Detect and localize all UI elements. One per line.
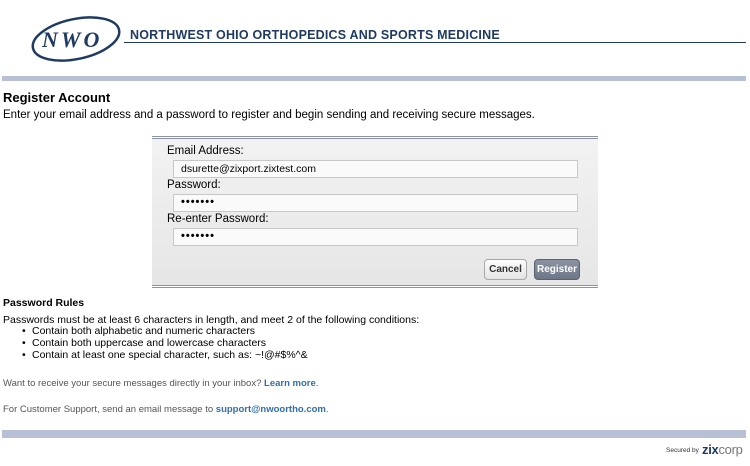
email-field[interactable]: dsurette@zixport.zixtest.com [173,160,578,178]
support-email-link[interactable]: support@nwoortho.com [215,404,326,415]
list-item: • Contain at least one special character, such as: ~!@#$%^& [22,349,308,361]
brand-name: NORTHWEST OHIO ORTHOPEDICS AND SPORTS MEDICINE [130,28,500,42]
support-message: For Customer Support, send an email message to support@nwoortho.com. [3,404,329,415]
password-rules-list [3,325,308,361]
page-subtitle: Enter your email address and a password to register and begin sending and receiving secure messages. [3,109,535,121]
list-item: • Contain both alphabetic and numeric characters [22,325,255,337]
reenter-password-label: Re-enter Password: [167,213,269,225]
top-bar [2,76,746,81]
password-field[interactable]: ••••••• [173,194,578,212]
inbox-message: Want to receive your secure messages directly in your inbox? Learn more. [3,378,319,389]
email-label: Email Address: [167,145,244,157]
panel-body [152,139,598,285]
register-form [152,136,598,291]
page-title: Register Account [3,90,111,105]
bullet-icon: • [22,349,26,361]
register-button[interactable]: Register [534,259,580,280]
reenter-password-field[interactable]: ••••••• [173,228,578,246]
password-rules-intro: Passwords must be at least 6 characters in length, and meet 2 of the following conditions: [3,314,420,326]
password-rules-title: Password Rules [3,297,85,309]
bottom-bar [2,430,746,438]
learn-more-link[interactable]: Learn more [264,378,316,389]
logo-text: NWO [42,27,103,52]
secured-by-label: Secured by [666,447,699,454]
header [0,0,750,76]
panel-bottom-border [152,285,598,288]
bullet-icon: • [22,325,26,337]
cancel-button[interactable]: Cancel [484,259,527,280]
bullet-icon: • [22,337,26,349]
zixcorp-logo: zixcorp [702,442,743,457]
list-item: • Contain both uppercase and lowercase characters [22,337,267,349]
password-label: Password: [167,179,221,191]
nwo-logo [28,14,124,64]
brand-divider [124,42,746,43]
